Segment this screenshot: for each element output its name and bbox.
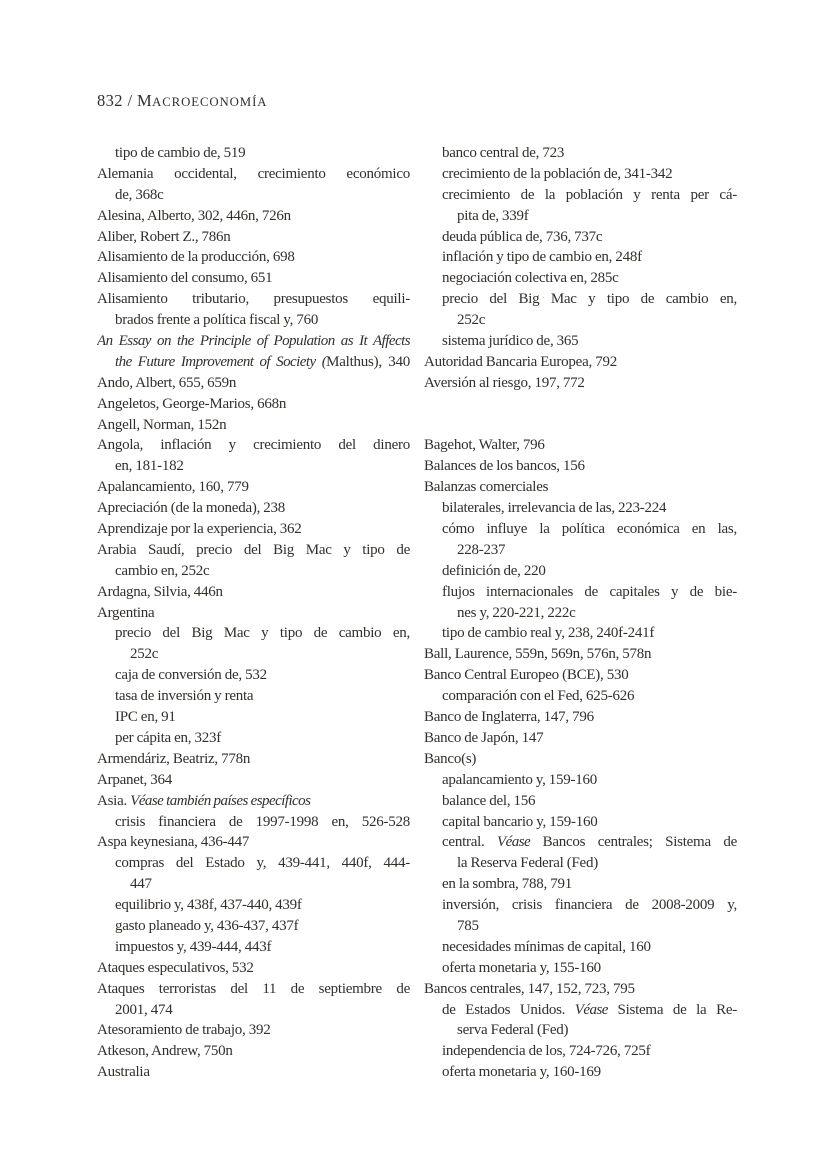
- index-line-text: tipo de cambio real y, 238, 240f-241f: [442, 625, 655, 642]
- index-blank-line: [424, 415, 737, 436]
- index-line: [97, 206, 410, 227]
- index-line-text: Aliber, Robert Z., 786n: [97, 228, 231, 245]
- index-line-text: de Estados Unidos.: [442, 1001, 575, 1018]
- index-line: [97, 561, 410, 582]
- index-line-text: Alemania occidental, crecimiento económico: [97, 165, 410, 182]
- index-line: [424, 540, 737, 561]
- index-line: [424, 979, 737, 1000]
- index-line-text: capital bancario y, 159-160: [442, 813, 598, 830]
- index-line-text: deuda pública de, 736, 737c: [442, 228, 603, 245]
- index-line: [424, 1041, 737, 1062]
- index-line-italic-text: the Future Improvement of Society (: [115, 353, 327, 370]
- index-line-text: Alisamiento tributario, presupuestos equili-: [97, 291, 410, 308]
- index-line: [97, 832, 410, 853]
- index-line-text: inflación y tipo de cambio en, 248f: [442, 249, 642, 266]
- index-line-text: Arabia Saudí, precio del Big Mac y tipo de: [97, 541, 410, 558]
- index-line-text: precio del Big Mac y tipo de cambio en,: [442, 291, 737, 308]
- index-line: [424, 707, 737, 728]
- index-line-text: per cápita en, 323f: [115, 729, 221, 746]
- index-line-text: Sistema de la Re-: [607, 1001, 737, 1018]
- index-line-text: oferta monetaria y, 160-169: [442, 1064, 601, 1081]
- index-line-text: bilaterales, irrelevancia de las, 223-224: [442, 500, 667, 517]
- index-line: [424, 749, 737, 770]
- index-line-text: Ball, Laurence, 559n, 569n, 576n, 578n: [424, 646, 652, 663]
- index-line: [97, 1020, 410, 1041]
- index-line-text: inversión, crisis financiera de 2008-2009 y,: [442, 897, 737, 914]
- index-line: [424, 373, 737, 394]
- index-line-text: negociación colectiva en, 285c: [442, 270, 619, 287]
- index-line: [97, 623, 410, 644]
- index-line: [424, 728, 737, 749]
- index-line: [97, 519, 410, 540]
- index-line: [424, 853, 737, 874]
- index-line: [97, 498, 410, 519]
- index-line: [424, 582, 737, 603]
- index-line-text: 252c: [130, 646, 159, 663]
- book-title-initial: M: [137, 91, 153, 110]
- index-line: [424, 247, 737, 268]
- index-line: [97, 937, 410, 958]
- index-line-text: central.: [442, 834, 498, 851]
- index-line: [97, 707, 410, 728]
- index-line: [424, 331, 737, 352]
- index-line: [97, 185, 410, 206]
- index-line-text: Banco Central Europeo (BCE), 530: [424, 667, 629, 684]
- index-line: [97, 143, 410, 164]
- index-line-text: Arpanet, 364: [97, 771, 173, 788]
- index-line-text: Aprendizaje por la experiencia, 362: [97, 521, 302, 538]
- index-line: [424, 937, 737, 958]
- index-line: [424, 206, 737, 227]
- index-line-text: IPC en, 91: [115, 709, 176, 726]
- index-line: [97, 227, 410, 248]
- index-line-text: equilibrio y, 438f, 437-440, 439f: [115, 897, 302, 914]
- index-line-text: 252c: [457, 312, 486, 329]
- index-line-text: caja de conversión de, 532: [115, 667, 267, 684]
- index-line-italic-text: Véase: [574, 1001, 608, 1018]
- index-line: [424, 791, 737, 812]
- index-line-text: necesidades mínimas de capital, 160: [442, 938, 651, 955]
- index-line-text: Banco de Inglaterra, 147, 796: [424, 709, 594, 726]
- index-line: [424, 498, 737, 519]
- index-line-text: Banco(s): [424, 750, 477, 767]
- index-line: [97, 247, 410, 268]
- index-line-text: 228-237: [457, 541, 506, 558]
- index-line-text: 447: [130, 876, 152, 893]
- index-line-text: en, 181-182: [115, 458, 184, 475]
- index-line: [424, 665, 737, 686]
- index-line: [97, 1062, 410, 1083]
- index-line: [424, 644, 737, 665]
- index-line-text: Bagehot, Walter, 796: [424, 437, 545, 454]
- index-line-text: impuestos y, 439-444, 443f: [115, 938, 272, 955]
- index-line-text: gasto planeado y, 436-437, 437f: [115, 917, 299, 934]
- index-line-italic-text: An Essay on the Principle of Population as It Affects: [97, 333, 410, 350]
- index-line: [97, 958, 410, 979]
- index-line-text: precio del Big Mac y tipo de cambio en,: [115, 625, 410, 642]
- index-line-text: crisis financiera de 1997-1998 en, 526-528: [115, 813, 410, 830]
- index-line: [97, 310, 410, 331]
- index-line: [424, 874, 737, 895]
- index-line-text: brados frente a política fiscal y, 760: [115, 312, 319, 329]
- index-line-text: la Reserva Federal (Fed): [457, 855, 598, 872]
- index-line-text: compras del Estado y, 439-441, 440f, 444-: [115, 855, 410, 872]
- index-line: [424, 1000, 737, 1021]
- index-line: [424, 686, 737, 707]
- index-line-text: Angeletos, George-Marios, 668n: [97, 395, 287, 412]
- index-line: [424, 519, 737, 540]
- index-line-text: Alisamiento de la producción, 698: [97, 249, 295, 266]
- index-line: [97, 373, 410, 394]
- index-line: [424, 958, 737, 979]
- index-line-text: tasa de inversión y renta: [115, 688, 254, 705]
- index-line-text: Bancos centrales, 147, 152, 723, 795: [424, 980, 635, 997]
- index-line: [424, 310, 737, 331]
- index-line-text: Ardagna, Silvia, 446n: [97, 583, 223, 600]
- index-line-text: Apreciación (de la moneda), 238: [97, 500, 286, 517]
- index-line: [97, 770, 410, 791]
- index-line: [424, 456, 737, 477]
- index-line-text: crecimiento de la población y renta per cá-: [442, 186, 737, 203]
- index-line-text: balance del, 156: [442, 792, 536, 809]
- index-line: [424, 916, 737, 937]
- index-line: [424, 185, 737, 206]
- index-line-text: Asia.: [97, 792, 131, 809]
- index-line-text: sistema jurídico de, 365: [442, 333, 579, 350]
- index-line: [97, 1041, 410, 1062]
- index-line-text: Balances de los bancos, 156: [424, 458, 585, 475]
- index-line: [424, 561, 737, 582]
- index-line-text: Ataques terroristas del 11 de septiembre de: [97, 980, 410, 997]
- index-line-text: Australia: [97, 1064, 150, 1081]
- index-line-text: 785: [457, 917, 479, 934]
- index-line-text: nes y, 220-221, 222c: [457, 604, 576, 621]
- index-line: [424, 770, 737, 791]
- index-line: [97, 686, 410, 707]
- index-line-text: Alesina, Alberto, 302, 446n, 726n: [97, 207, 291, 224]
- index-line-text: crecimiento de la población de, 341-342: [442, 165, 673, 182]
- index-line: [97, 791, 410, 812]
- index-line: [424, 603, 737, 624]
- index-line-text: oferta monetaria y, 155-160: [442, 959, 601, 976]
- index-line-text: comparación con el Fed, 625-626: [442, 688, 635, 705]
- index-line: [424, 435, 737, 456]
- index-line: [97, 289, 410, 310]
- index-line-text: Ando, Albert, 655, 659n: [97, 374, 237, 391]
- index-line-text: tipo de cambio de, 519: [115, 145, 246, 161]
- book-title-rest: ACROECONOMÍA: [152, 95, 268, 109]
- index-line-text: apalancamiento y, 159-160: [442, 771, 598, 788]
- index-line: [97, 268, 410, 289]
- index-line-text: Apalancamiento, 160, 779: [97, 479, 249, 496]
- index-line-text: Angola, inflación y crecimiento del dinero: [97, 437, 410, 454]
- index-column-left: [97, 143, 410, 1083]
- index-line-text: Alisamiento del consumo, 651: [97, 270, 273, 287]
- index-line-text: Malthus), 340: [326, 353, 410, 370]
- index-line: [97, 728, 410, 749]
- index-line: [97, 644, 410, 665]
- index-line: [97, 582, 410, 603]
- index-line-text: Aversión al riesgo, 197, 772: [424, 374, 585, 391]
- index-line-text: Balanzas comerciales: [424, 479, 549, 496]
- index-line: [97, 603, 410, 624]
- index-line: [424, 623, 737, 644]
- index-line: [97, 331, 410, 352]
- index-line: [97, 394, 410, 415]
- index-line: [97, 895, 410, 916]
- index-column-right: [424, 143, 737, 1083]
- index-line: [97, 874, 410, 895]
- index-line-text: banco central de, 723: [442, 145, 565, 161]
- index-line: [97, 665, 410, 686]
- page-number: 832: [97, 91, 123, 110]
- index-line-text: Angell, Norman, 152n: [97, 416, 227, 433]
- index-line: [97, 916, 410, 937]
- index-line: [424, 352, 737, 373]
- index-line-italic-text: Véase: [497, 834, 531, 851]
- index-line: [424, 1062, 737, 1083]
- index-line-italic-text: Véase también países específicos: [130, 792, 311, 809]
- index-line: [424, 895, 737, 916]
- index-line-text: cambio en, 252c: [115, 562, 210, 579]
- index-line-text: Aspa keynesiana, 436-447: [97, 834, 250, 851]
- index-line-text: Bancos centrales; Sistema de: [530, 834, 737, 851]
- index-line: [97, 164, 410, 185]
- index-line: [97, 477, 410, 498]
- index-line-text: serva Federal (Fed): [457, 1022, 569, 1039]
- book-title: [137, 91, 267, 110]
- index-line: [97, 979, 410, 1000]
- index-line: [424, 477, 737, 498]
- index-line-text: independencia de los, 724-726, 725f: [442, 1043, 651, 1060]
- index-line: [97, 812, 410, 833]
- index-line: [424, 227, 737, 248]
- index-line-text: flujos internacionales de capitales y de bie-: [442, 583, 737, 600]
- index-line-text: Autoridad Bancaria Europea, 792: [424, 353, 617, 370]
- index-line: [97, 352, 410, 373]
- header-separator: /: [122, 91, 137, 110]
- index-line-text: Argentina: [97, 604, 155, 621]
- index-line: [97, 853, 410, 874]
- index-line: [97, 749, 410, 770]
- index-line-text: 2001, 474: [115, 1001, 173, 1018]
- index-line-text: definición de, 220: [442, 562, 546, 579]
- index-line-text: de, 368c: [115, 186, 164, 203]
- index-line-text: cómo influye la política económica en las,: [442, 521, 737, 538]
- index-line: [424, 1020, 737, 1041]
- index-line-text: Atkeson, Andrew, 750n: [97, 1043, 233, 1060]
- index-line: [97, 540, 410, 561]
- index-blank-line: [424, 394, 737, 415]
- index-line: [424, 832, 737, 853]
- index-line-text: pita de, 339f: [457, 207, 529, 224]
- index-line: [424, 164, 737, 185]
- running-header: [97, 90, 267, 113]
- index-line: [424, 812, 737, 833]
- index-line: [424, 143, 737, 164]
- index-line: [97, 1000, 410, 1021]
- index-line: [97, 456, 410, 477]
- index-line-text: Atesoramiento de trabajo, 392: [97, 1022, 271, 1039]
- index-line: [97, 435, 410, 456]
- index-line: [424, 268, 737, 289]
- index-line-text: Armendáriz, Beatriz, 778n: [97, 750, 251, 767]
- index-line: [97, 415, 410, 436]
- index-line-text: Banco de Japón, 147: [424, 729, 544, 746]
- index-line: [424, 289, 737, 310]
- index-line-text: Ataques especulativos, 532: [97, 959, 254, 976]
- index-line-text: en la sombra, 788, 791: [442, 876, 572, 893]
